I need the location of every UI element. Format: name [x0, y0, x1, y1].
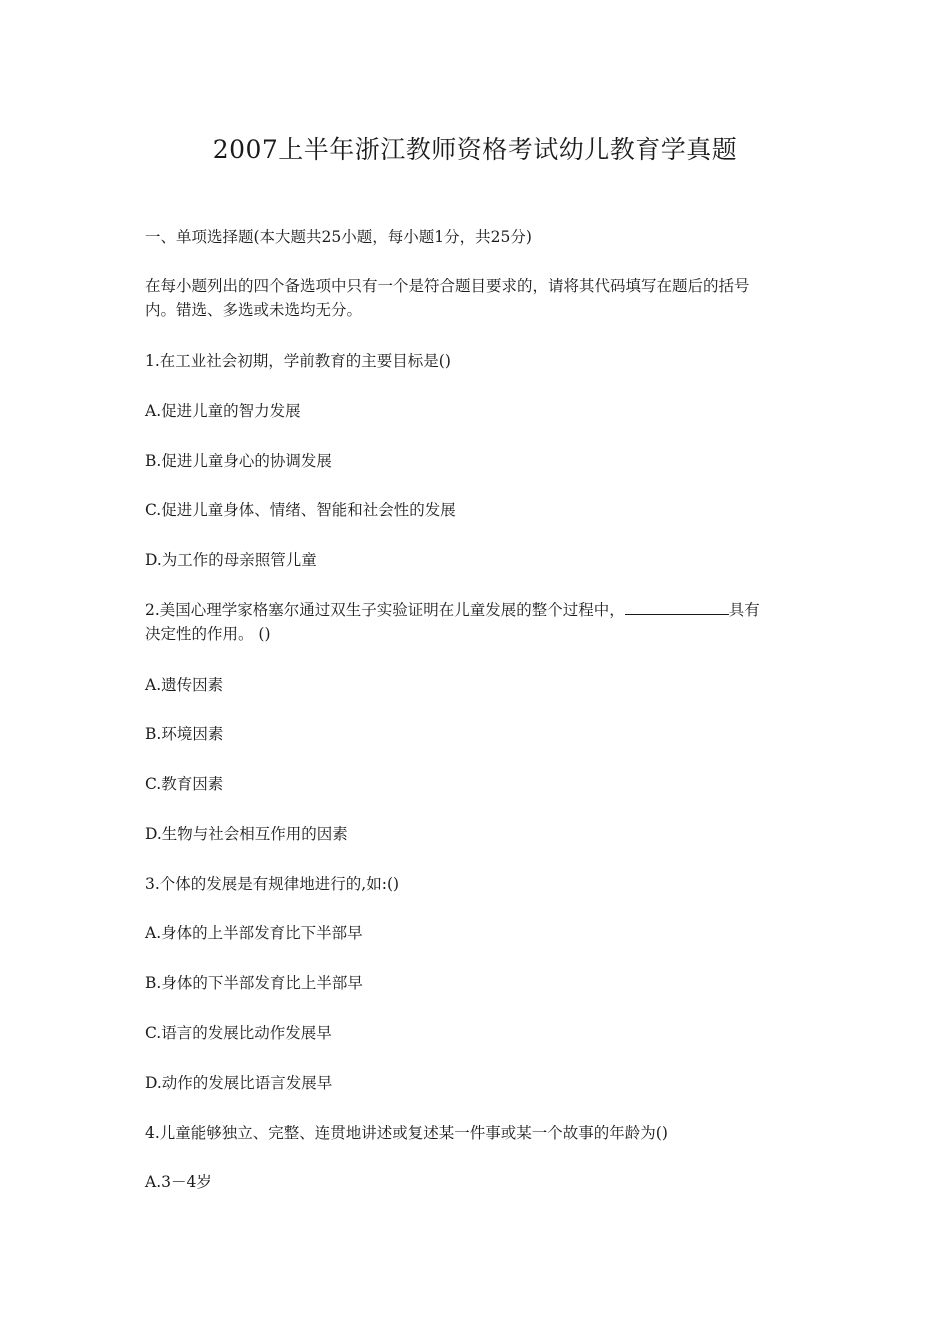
question-2-stem-line-1 — [145, 598, 815, 622]
question-1-option-b: B.促进儿童身心的协调发展 — [145, 452, 332, 470]
question-1-option-d: D.为工作的母亲照管儿童 — [145, 551, 317, 569]
instructions-line-1: 在每小题列出的四个备选项中只有一个是符合题目要求的，请将其代码填写在题后的括号 — [145, 277, 750, 295]
answer-blank — [625, 600, 729, 615]
question-3-option-a: A.身体的上半部发育比下半部早 — [145, 924, 363, 942]
question-1-option-a: A.促进儿童的智力发展 — [145, 402, 301, 420]
question-4-stem: 4.儿童能够独立、完整、连贯地讲述或复述某一件事或某一个故事的年龄为() — [145, 1124, 668, 1142]
question-2-stem — [145, 598, 815, 646]
question-2-option-d: D.生物与社会相互作用的因素 — [145, 825, 348, 843]
question-2-option-a: A.遗传因素 — [145, 676, 224, 694]
instructions — [145, 274, 815, 322]
question-3-option-d: D.动作的发展比语言发展早 — [145, 1074, 333, 1092]
section-heading: 一、单项选择题(本大题共25小题，每小题1分，共25分) — [145, 228, 532, 246]
question-4-option-a: A.3－4岁 — [145, 1173, 212, 1191]
page-title: 2007上半年浙江教师资格考试幼儿教育学真题 — [212, 135, 738, 164]
question-2-stem-text: 2.美国心理学家格塞尔通过双生子实验证明在儿童发展的整个过程中， — [145, 601, 625, 619]
question-3-option-c: C.语言的发展比动作发展早 — [145, 1024, 332, 1042]
question-2-option-c: C.教育因素 — [145, 775, 224, 793]
question-3-option-b: B.身体的下半部发育比上半部早 — [145, 974, 363, 992]
question-3-stem: 3.个体的发展是有规律地进行的,如:() — [145, 875, 400, 893]
instructions-line-2: 内。错选、多选或未选均无分。 — [145, 301, 363, 319]
question-2-option-b: B.环境因素 — [145, 725, 224, 743]
question-2-stem-suffix: 具有 — [728, 601, 760, 619]
question-1-stem: 1.在工业社会初期，学前教育的主要目标是() — [145, 352, 451, 370]
question-1-option-c: C.促进儿童身体、情绪、智能和社会性的发展 — [145, 501, 456, 519]
question-2-stem-line-2: 决定性的作用。 () — [145, 625, 271, 643]
